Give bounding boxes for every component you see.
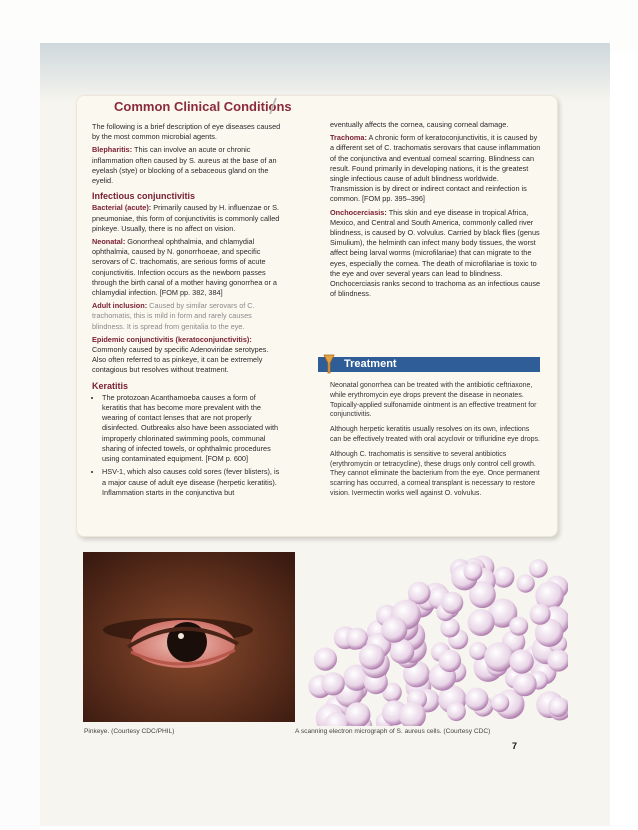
- section-title: Common Clinical Conditions: [114, 99, 292, 114]
- epidemic-entry: [92, 335, 282, 376]
- bacterium-cell: [493, 567, 514, 588]
- trachoma-entry: [330, 133, 542, 204]
- bacterium-cell: [381, 617, 407, 643]
- list-item: • HSV-1, which also causes cold sores (fever blisters), is a major cause of adult eye disease (herpetic keratitis). Inflammation starts in the conjunctiva but: [102, 467, 282, 498]
- bacterium-cell: [509, 649, 533, 673]
- bacterial-entry: [92, 203, 282, 234]
- neonatal-text: Gonorrheal ophthalmia, and chlamydial ophthalmia, caused by N. gonorrhoeae, and specific serovars of C. trachomatis, are serious forms of acute conjunctivitis. Infection occurs as the newborn passes through the birth canal of a mother having gonorrhea or a chlamydial infection. [FOM pp. 382, 384]: [92, 237, 277, 298]
- neonatal-term: Neonatal:: [92, 237, 126, 247]
- adult-term: Adult inclusion:: [92, 301, 148, 311]
- trachoma-term: Trachoma:: [330, 133, 367, 143]
- micrograph-image: [298, 544, 568, 726]
- bacterium-cell: [491, 694, 509, 712]
- bacterium-cell: [516, 574, 534, 592]
- keratitis-list: [92, 393, 282, 498]
- page-number: 7: [512, 741, 518, 751]
- bacterium-cell: [463, 562, 482, 581]
- keratitis-heading: Keratitis: [92, 380, 129, 391]
- bacterium-cell: [321, 672, 344, 695]
- bacterial-term: Bacterial (acute):: [92, 203, 152, 213]
- scan-margin-left: [0, 40, 40, 830]
- trachoma-text: A chronic form of keratoconjunctivitis, it is caused by a different set of C. trachomatis serovars that cause inflammation of the conjunctiva and eventual corneal scarring. Blindness can result. Found primarily in developing nations, it is the greatest single infectious cause of adult blindness worldwide. Transmission is by direct or indirect contact and reinfection is common. [FOM pp. 395–396]: [330, 133, 541, 204]
- bacterium-cell: [468, 609, 495, 636]
- bacterium-cell: [530, 604, 551, 625]
- bacterium-cell: [390, 639, 415, 664]
- pinkeye-caption: Pinkeye. (Courtesy CDC/PHIL): [84, 728, 175, 735]
- list-item: • The protozoan Acanthamoeba causes a form of keratitis that has become more prevalent with the wearing of contact lenses that are not properly disinfected. Outbreaks also have been associated with improperly chlorinated swimming pools, communal sharing of infected towels, or ophthalmic procedures using contaminated equipment. [FOM p. 600]: [102, 393, 282, 464]
- treatment-paragraph: Although herpetic keratitis usually resolves on its own, infections can be effectively treated with oral acyclovir or trifluridine eye drops.: [330, 426, 540, 443]
- treatment-title: Treatment: [344, 358, 397, 370]
- bacterium-cell: [359, 644, 385, 670]
- cell-cluster: [308, 555, 568, 726]
- page-header-strip: [40, 43, 610, 103]
- epidemic-text: Commonly caused by specific Adenoviridae serotypes. Also often referred to as pinkeye, it can be extremely contagious but resolves without treatment.: [92, 345, 269, 375]
- adult-text: Caused by similar serovars of C. trachomatis, this is mild in form and rarely causes blindness. It is spread from genitalia to the eye.: [92, 301, 255, 331]
- epidemic-term: Epidemic conjunctivitis (keratoconjunctivitis):: [92, 334, 252, 344]
- continued-text: eventually affects the cornea, causing corneal damage.: [330, 120, 509, 129]
- adult-entry: [92, 301, 282, 332]
- bacterium-cell: [465, 688, 488, 711]
- neonatal-entry: [92, 237, 282, 298]
- onchocerciasis-text: This skin and eye disease in tropical Africa, Mexico, and Central and South America, commonly called river blindness, is caused by O. volvulus. Carried by black flies (genus Simulium), the helminth can infect many body tissues, the worst affect being larval worms (microfilariae) that can migrate to the eyes, especially the cornea. The death of microfilariae is toxic to the eye and over several years can lead to blindness. Onchocerciasis ranks second to trachoma as an infectious cause of blindness.: [330, 207, 541, 299]
- bacterium-cell: [512, 672, 536, 696]
- bacterium-cell: [529, 559, 548, 578]
- infectious-heading: Infectious conjunctivitis: [92, 191, 196, 202]
- bacterium-cell: [314, 648, 337, 671]
- onchocerciasis-term: Onchocerciasis:: [330, 207, 387, 217]
- treatment-body: [330, 381, 540, 504]
- bacterium-cell: [439, 650, 462, 673]
- onchocerciasis-entry: [330, 208, 542, 300]
- bacterium-cell: [484, 642, 514, 672]
- right-column: [330, 120, 542, 302]
- bacterium-cell: [509, 617, 528, 636]
- pill-icon: [322, 354, 336, 374]
- micrograph-caption: A scanning electron micrograph of S. aureus cells. (Courtesy CDC): [295, 728, 491, 735]
- blepharitis-text: This can involve an acute or chronic inflammation often caused by S. aureus at the base of an eyelash (stye) or blocking of a sebaceous gland on the eyelid.: [92, 145, 277, 186]
- pinkeye-photo: [83, 552, 295, 722]
- bacterium-cell: [548, 697, 568, 717]
- blepharitis-term: Blepharitis:: [92, 145, 133, 155]
- treatment-paragraph: Although C. trachomatis is sensitive to several antibiotics (erythromycin or tetracycline), these drugs only control cell growth. They cannot eliminate the bacterium from the eye. Once permanent scarring has occurred, a corneal transplant is necessary to restore vision. Ivermectin works well against O. volvulus.: [330, 450, 540, 497]
- left-column: [92, 122, 282, 501]
- bacterium-cell: [441, 592, 463, 614]
- bacterium-cell: [440, 618, 459, 637]
- blepharitis-entry: [92, 145, 282, 186]
- bacterial-text: Primarily caused by H. influenzae or S. pneumoniae, this form of conjunctivitis is commonly called pinkeye. Usually, there is no affect on vision.: [92, 203, 280, 233]
- treatment-paragraph: Neonatal gonorrhea can be treated with the antibiotic ceftriaxone, while erythromycin eye drops prevent the disease in neonates. Topically-applied sulfonamide ointment is an effective treatment for conjunctivitis.: [330, 382, 537, 419]
- intro-text: The following is a brief description of eye diseases caused by the most common microbial agents.: [92, 122, 281, 142]
- bacterium-cell: [447, 702, 466, 721]
